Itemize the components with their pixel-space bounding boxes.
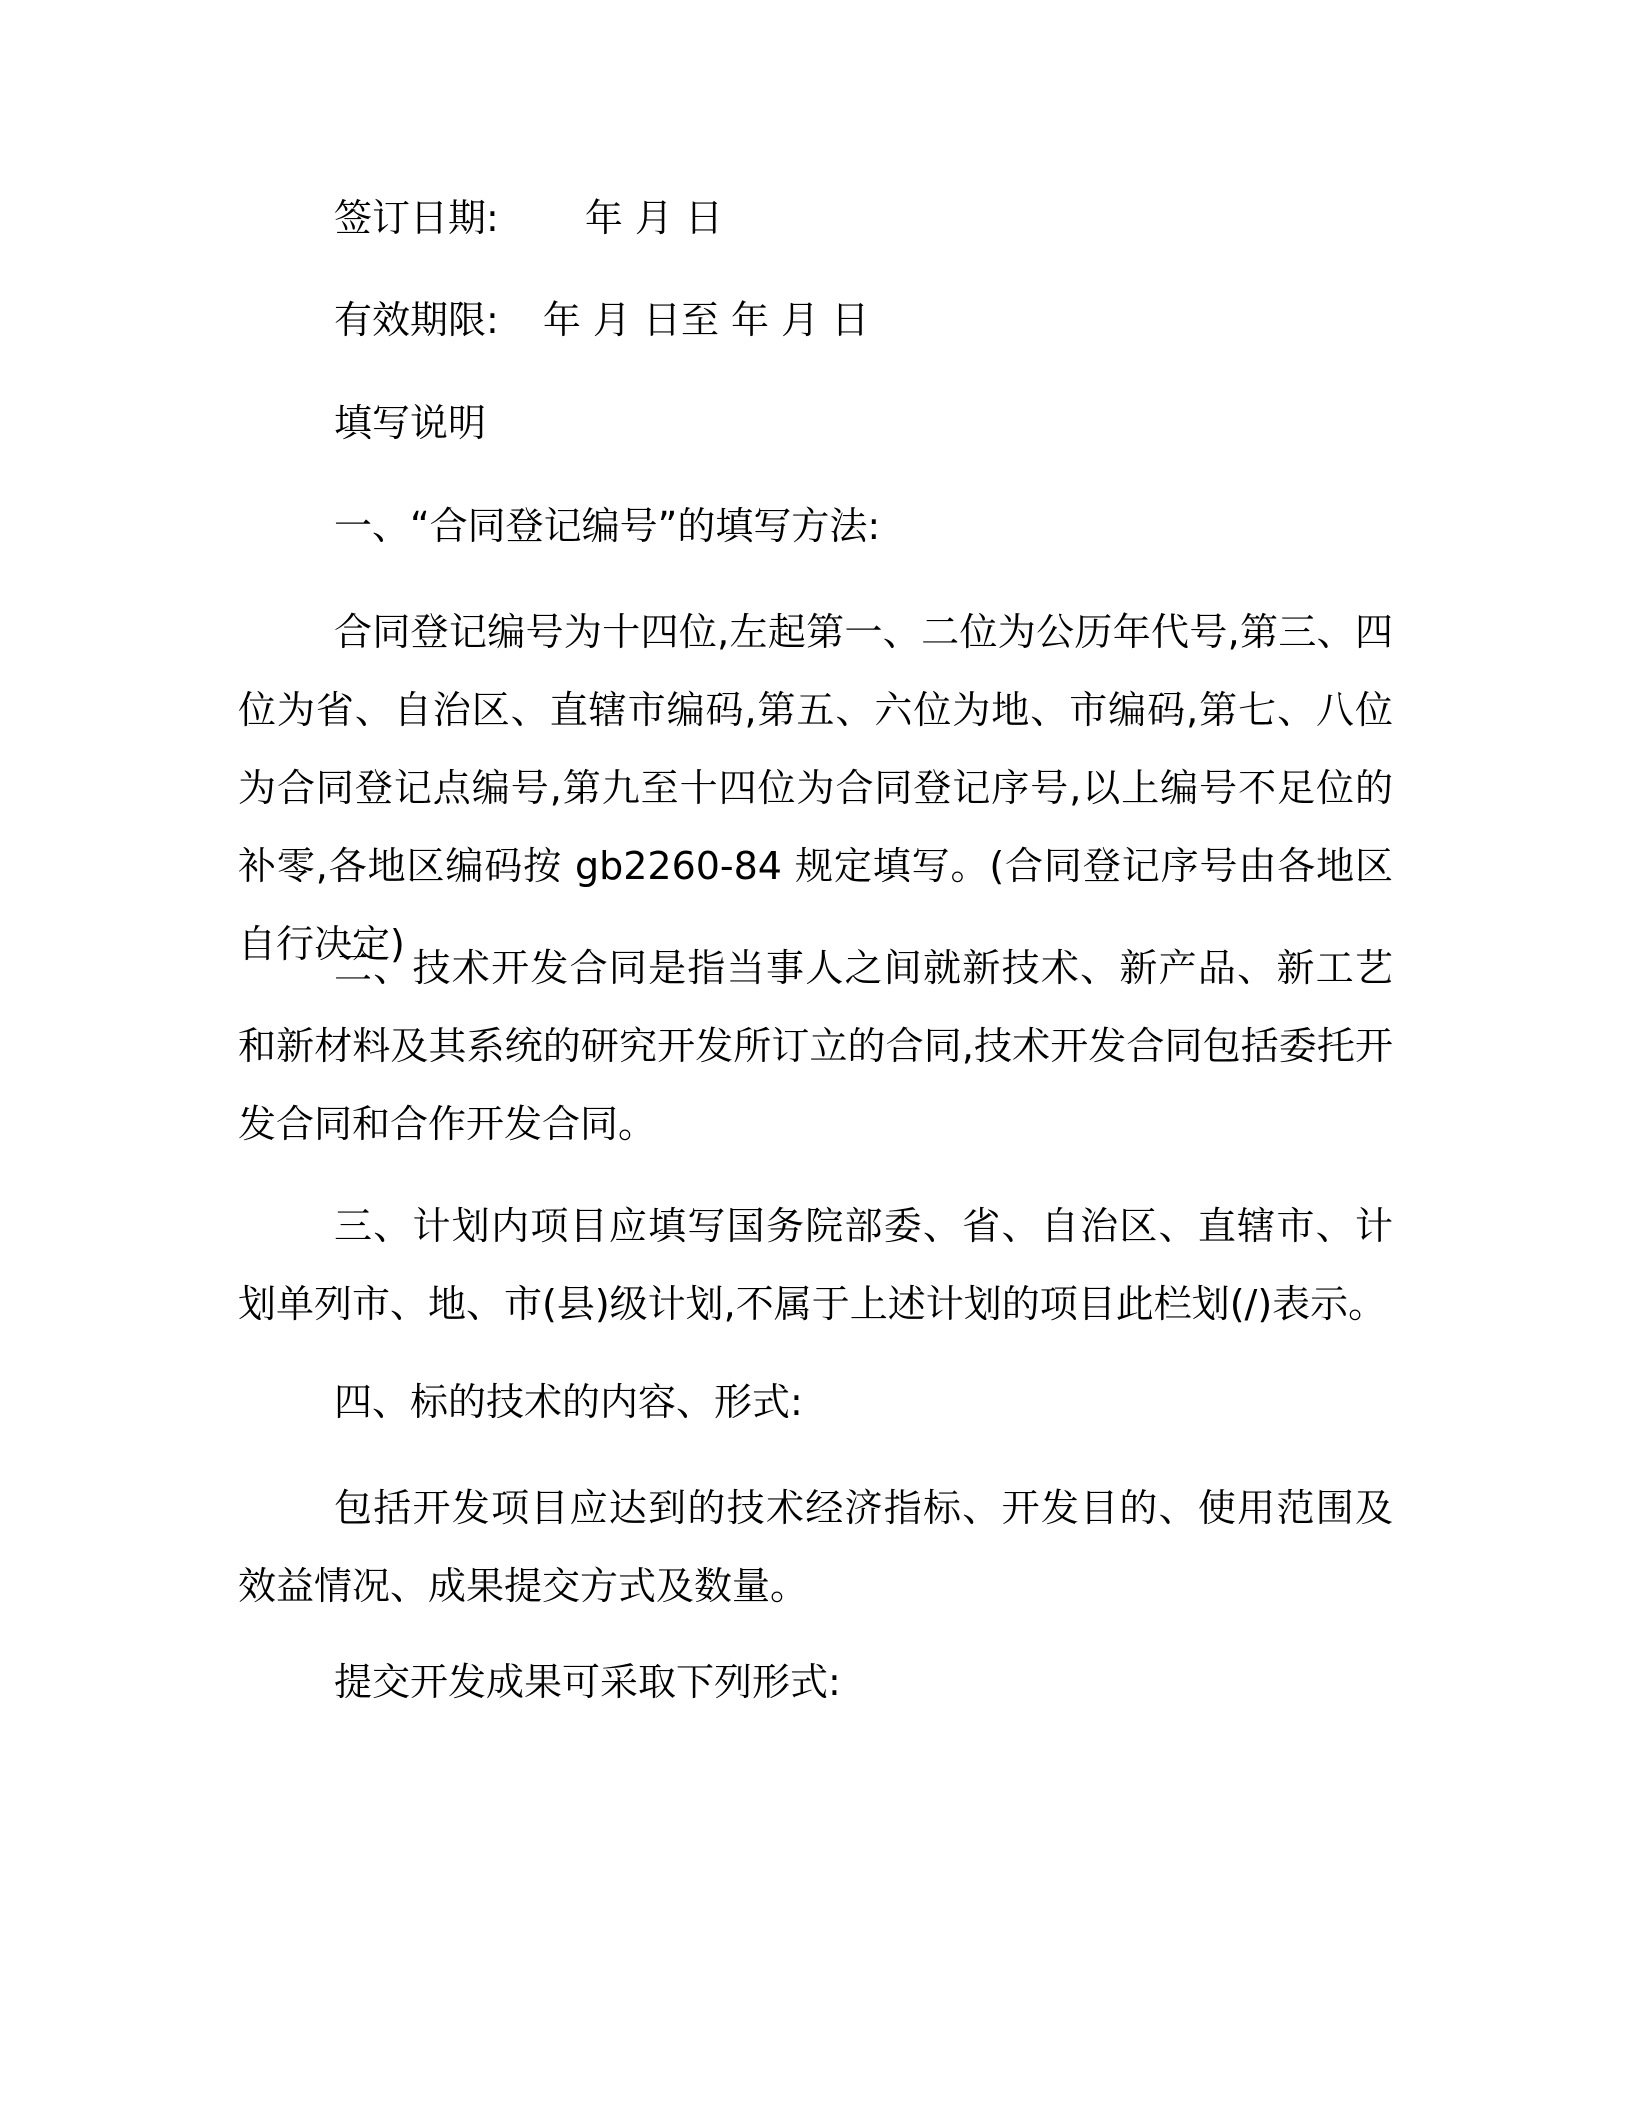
section-1-title: 一、“合同登记编号”的填写方法: bbox=[334, 504, 881, 548]
section-4-title: 四、标的技术的内容、形式: bbox=[334, 1380, 803, 1424]
valid-period-label: 有效期限: bbox=[334, 298, 499, 342]
valid-period-row bbox=[334, 298, 870, 342]
sign-date-row bbox=[334, 196, 723, 240]
section-3-body: 三、计划内项目应填写国务院部委、省、自治区、直辖市、计划单列市、地、市(县)级计划,不属于上述计划的项目此栏划(/)表示。 bbox=[238, 1204, 1393, 1326]
instructions-title: 填写说明 bbox=[334, 401, 487, 445]
section-1-body: 合同登记编号为十四位,左起第一、二位为公历年代号,第三、四位为省、自治区、直辖市编码,第五、六位为地、市编码,第七、八位为合同登记点编号,第九至十四位为合同登记序号,以上编号不足位的补零,各地区编码按 gb2260-84 规定填写。(合同登记序号由各地区自行决定) bbox=[238, 610, 1393, 966]
sign-date-label: 签订日期: bbox=[334, 196, 499, 240]
valid-period-value: 年 月 日至 年 月 日 bbox=[542, 298, 870, 342]
section-4-forms-intro: 提交开发成果可采取下列形式: bbox=[334, 1660, 841, 1704]
section-2-body: 二、技术开发合同是指当事人之间就新技术、新产品、新工艺和新材料及其系统的研究开发所订立的合同,技术开发合同包括委托开发合同和合作开发合同。 bbox=[238, 946, 1393, 1146]
sign-date-value: 年 月 日 bbox=[584, 196, 723, 240]
section-4-body: 包括开发项目应达到的技术经济指标、开发目的、使用范围及效益情况、成果提交方式及数量。 bbox=[238, 1486, 1393, 1608]
